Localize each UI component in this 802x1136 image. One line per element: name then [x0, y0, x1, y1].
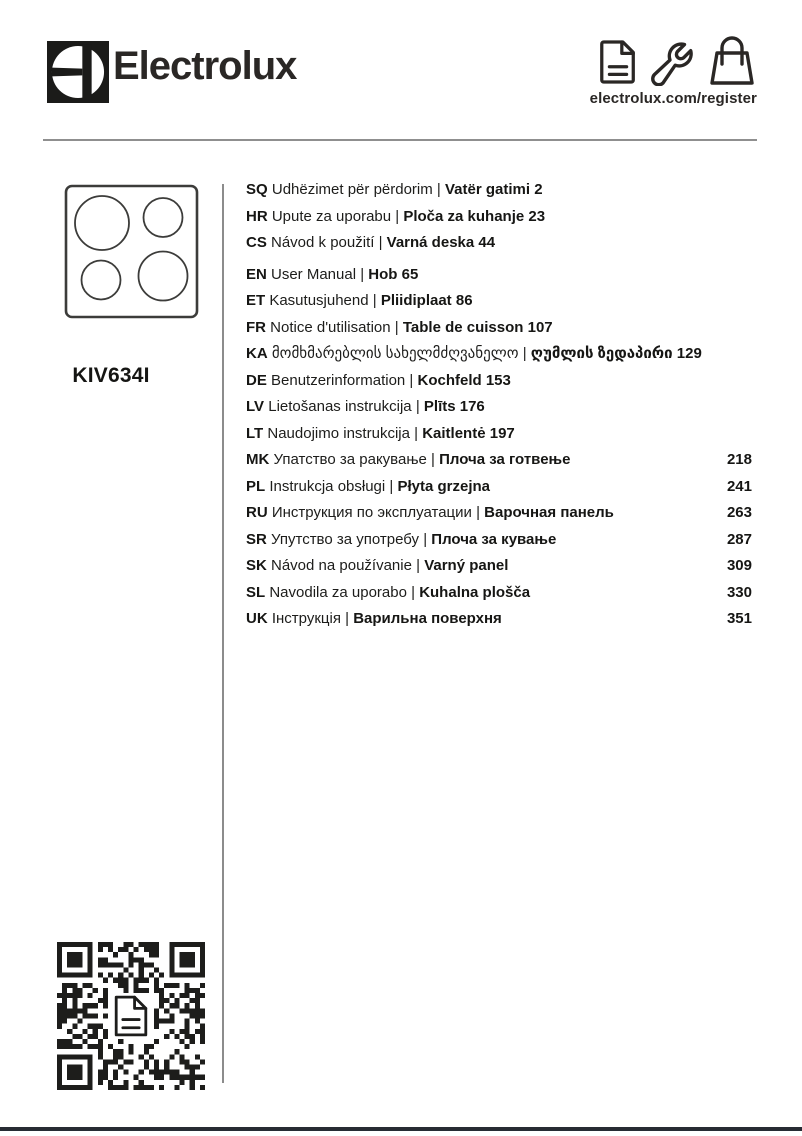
wrench-icon	[648, 38, 698, 86]
manual-title: Варильна поверхня	[353, 610, 502, 627]
separator: |	[389, 477, 398, 495]
language-line	[246, 341, 702, 368]
electrolux-logo-icon	[47, 41, 109, 103]
language-code: MK	[246, 451, 270, 468]
language-line	[246, 394, 485, 421]
language-entry	[246, 204, 752, 231]
language-line	[246, 606, 502, 633]
manual-title: Ploča za kuhanje	[403, 207, 525, 225]
language-entry	[246, 500, 752, 527]
language-entry	[246, 447, 752, 474]
separator: |	[416, 557, 425, 574]
language-code: SR	[246, 530, 267, 548]
language-entry	[246, 315, 752, 342]
page-number: 241	[726, 477, 752, 495]
language-entry	[246, 368, 752, 395]
shopping-bag-icon	[707, 36, 757, 86]
language-code: DE	[246, 371, 267, 389]
language-code: LT	[246, 424, 264, 442]
language-code: UK	[246, 610, 268, 627]
page-number: 218	[726, 451, 752, 468]
manual-label: Инструкция по эксплуатации	[267, 504, 477, 521]
page-number: 351	[726, 610, 752, 627]
page-number: 197	[485, 424, 515, 442]
manual-label: Navodila za uporabo	[265, 583, 412, 601]
manual-label: Упутство за употребу	[266, 530, 424, 548]
language-line	[246, 500, 614, 527]
separator: |	[436, 181, 445, 198]
separator: |	[409, 371, 418, 389]
separator: |	[522, 345, 531, 362]
language-entry	[246, 421, 752, 448]
manual-title: Pliidiplaat	[380, 292, 452, 309]
language-entry	[246, 553, 752, 580]
manual-label: Naudojimo instrukcija	[263, 424, 415, 442]
language-line	[246, 368, 511, 395]
separator: |	[431, 451, 440, 468]
separator: |	[378, 234, 387, 251]
language-line	[246, 204, 545, 231]
manual-label: Udhëzimet për përdorim	[267, 181, 437, 198]
language-code: ET	[246, 292, 266, 309]
manual-label: Návod na používanie	[266, 557, 417, 574]
language-entry	[246, 527, 752, 554]
language-code: PL	[246, 477, 266, 495]
language-entry	[246, 341, 752, 368]
page-number: 287	[726, 530, 752, 548]
language-code: LV	[246, 398, 265, 415]
manual-title: Varný panel	[424, 557, 509, 574]
page-number: 2	[530, 181, 543, 198]
language-entry	[246, 580, 752, 607]
page-number: 44	[474, 234, 496, 251]
separator: |	[394, 318, 403, 336]
manual-title: Vatër gatimi	[445, 181, 531, 198]
manual-label: User Manual	[266, 265, 361, 283]
separator: |	[411, 583, 420, 601]
language-code: EN	[246, 265, 267, 283]
language-line	[246, 553, 508, 580]
electrolux-logo	[47, 41, 109, 103]
register-url: electrolux.com/register	[589, 90, 757, 107]
language-line	[246, 447, 570, 474]
language-toc	[246, 177, 752, 633]
separator: |	[414, 424, 423, 442]
language-entry	[246, 474, 752, 501]
column-divider	[222, 184, 224, 1083]
hob-illustration	[64, 184, 199, 319]
document-icon	[597, 38, 639, 86]
manual-title: Płyta grzejna	[397, 477, 491, 495]
page-number: 129	[672, 345, 702, 362]
page-number: 86	[451, 292, 473, 309]
register-block	[567, 36, 757, 107]
page-number: 309	[726, 557, 752, 574]
header-divider	[43, 139, 757, 141]
language-line	[246, 177, 543, 204]
page-number: 176	[455, 398, 485, 415]
manual-title: Kaitlentė	[422, 424, 486, 442]
language-entry	[246, 262, 752, 289]
language-code: SL	[246, 583, 266, 601]
model-number: KIV634I	[72, 364, 150, 387]
manual-label: Упатство за ракување	[269, 451, 432, 468]
qr-code	[57, 942, 205, 1090]
separator: |	[395, 207, 404, 225]
manual-title: ღუმლის ზედაპირი	[530, 345, 673, 362]
manual-title: Плоча за кување	[431, 530, 557, 548]
separator: |	[423, 530, 432, 548]
page-number: 65	[397, 265, 419, 283]
language-code: RU	[246, 504, 268, 521]
manual-label: მომხმარებლის სახელმძღვანელო	[267, 345, 523, 362]
manual-title: Kuhalna plošča	[419, 583, 531, 601]
page-number: 153	[481, 371, 511, 389]
manual-title: Table de cuisson	[402, 318, 524, 336]
language-line	[246, 262, 418, 289]
page-number: 23	[524, 207, 546, 225]
manual-title: Варочная панель	[484, 504, 614, 521]
language-line	[246, 527, 556, 554]
manual-label: Kasutusjuhend	[265, 292, 373, 309]
separator: |	[360, 265, 369, 283]
language-code: HR	[246, 207, 268, 225]
language-code: CS	[246, 234, 267, 251]
language-entry	[246, 606, 752, 633]
language-entry	[246, 177, 752, 204]
page-number: 107	[523, 318, 553, 336]
language-code: SQ	[246, 181, 268, 198]
manual-title: Kochfeld	[417, 371, 482, 389]
language-code: SK	[246, 557, 267, 574]
manual-title: Plīts	[423, 398, 456, 415]
language-line	[246, 315, 553, 342]
language-line	[246, 580, 530, 607]
page-number: 263	[726, 504, 752, 521]
separator: |	[476, 504, 485, 521]
language-line	[246, 230, 495, 257]
language-entry	[246, 230, 752, 257]
language-entry	[246, 288, 752, 315]
manual-label: Instrukcja obsługi	[265, 477, 390, 495]
page-number: 330	[726, 583, 752, 601]
separator: |	[345, 610, 354, 627]
language-entry	[246, 394, 752, 421]
electrolux-wordmark: Electrolux	[113, 44, 297, 88]
manual-label: Lietošanas instrukcija	[264, 398, 416, 415]
manual-label: Інструкція	[267, 610, 346, 627]
register-icons	[567, 36, 757, 86]
manual-label: Návod k použití	[266, 234, 379, 251]
manual-label: Upute za uporabu	[267, 207, 396, 225]
manual-label: Benutzerinformation	[266, 371, 410, 389]
language-line	[246, 288, 473, 315]
manual-title: Плоча за готвење	[439, 451, 571, 468]
language-code: FR	[246, 318, 266, 336]
language-line	[246, 421, 515, 448]
manual-title: Varná deska	[386, 234, 475, 251]
footer-bar	[0, 1127, 802, 1131]
manual-title: Hob	[368, 265, 398, 283]
separator: |	[415, 398, 424, 415]
language-code: KA	[246, 345, 268, 362]
separator: |	[372, 292, 381, 309]
language-line	[246, 474, 490, 501]
manual-label: Notice d'utilisation	[266, 318, 395, 336]
